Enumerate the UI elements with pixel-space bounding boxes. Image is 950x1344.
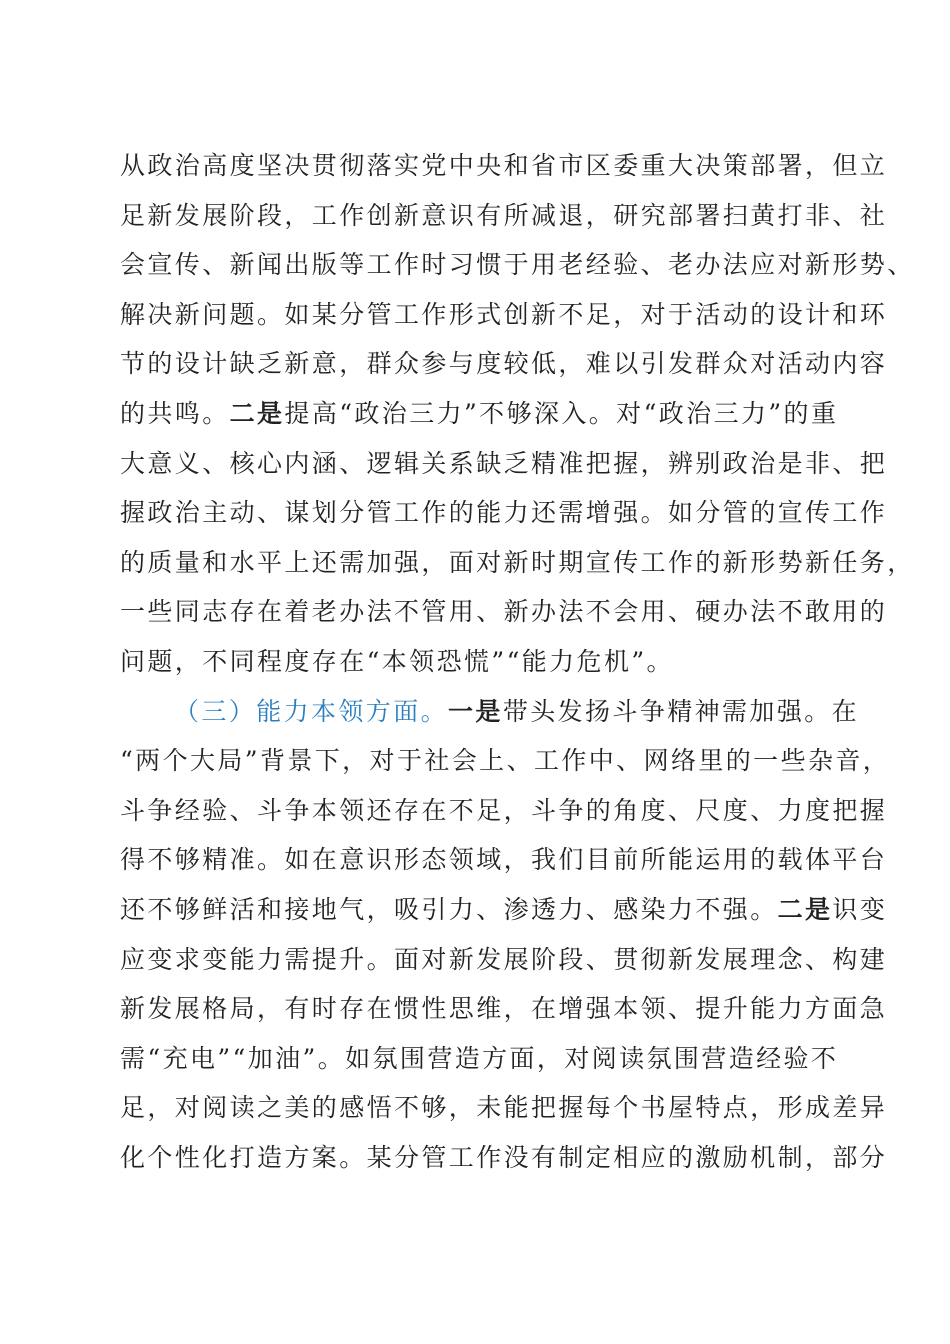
text-line: [120, 389, 839, 439]
text-line: 一些同志存在着老办法不管用、新办法不会用、硬办法不敢用的: [120, 597, 888, 627]
section-heading-line: [120, 687, 860, 737]
emphasis-label: 一是: [448, 696, 503, 726]
text-line: 新发展格局，有时存在惯性思维，在增强本领、提升能力方面急: [120, 994, 888, 1024]
text-line: 解决新问题。如某分管工作形式创新不足，对于活动的设计和环: [120, 299, 888, 329]
text-run: 提高“政治三力”不够深入。对“政治三力”的重: [284, 398, 839, 428]
text-line: 节的设计缺乏新意，群众参与度较低，难以引发群众对活动内容: [120, 349, 888, 379]
text-line: [120, 885, 888, 935]
text-run: 还不够鲜活和接地气，吸引力、渗透力、感染力不强。: [120, 894, 778, 924]
text-line: 应变求变能力需提升。面对新发展阶段、贯彻新发展理念、构建: [120, 944, 888, 974]
text-line: 握政治主动、谋划分管工作的能力还需增强。如分管的宣传工作: [120, 498, 888, 528]
text-line: 的质量和水平上还需加强，面对新时期宣传工作的新形势新任务，: [120, 547, 915, 577]
text-run: 的共鸣。: [120, 398, 230, 428]
text-line: 足新发展阶段，工作创新意识有所减退，研究部署扫黄打非、社: [120, 200, 888, 230]
text-line: 化个性化打造方案。某分管工作没有制定相应的激励机制，部分: [120, 1142, 888, 1172]
section-heading: （三）能力本领方面。: [174, 696, 449, 726]
text-line: “两个大局”背景下，对于社会上、工作中、网络里的一些杂音，: [120, 746, 891, 776]
emphasis-label: 二是: [229, 398, 285, 428]
text-line: 斗争经验、斗争本领还存在不足，斗争的角度、尺度、力度把握: [120, 795, 888, 825]
text-line: 得不够精准。如在意识形态领域，我们目前所能运用的载体平台: [120, 845, 888, 875]
text-line: 需“充电”“加油”。如氛围营造方面，对阅读氛围营造经验不: [120, 1043, 839, 1073]
emphasis-label: 二是: [777, 894, 833, 924]
text-run: 带头发扬斗争精神需加强。在: [502, 696, 860, 726]
text-line: 足，对阅读之美的感悟不够，未能把握每个书屋特点，形成差异: [120, 1093, 888, 1123]
text-line: 问题，不同程度存在“本领恐慌”“能力危机”。: [120, 646, 674, 676]
document-body: [120, 141, 915, 1182]
text-run: 识变: [832, 894, 888, 924]
text-line: 从政治高度坚决贯彻落实党中央和省市区委重大决策部署，但立: [120, 151, 888, 180]
text-line: 会宣传、新闻出版等工作时习惯于用老经验、老办法应对新形势、: [120, 250, 915, 280]
text-line: 大意义、核心内涵、逻辑关系缺乏精准把握，辨别政治是非、把: [120, 448, 888, 478]
